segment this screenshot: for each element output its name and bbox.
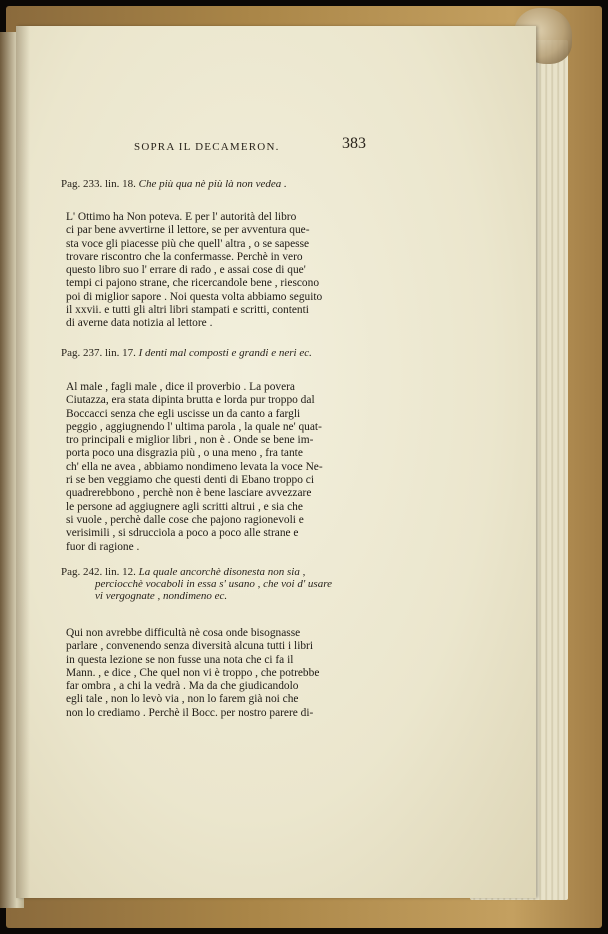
text-line: ci par bene avvertirne il lettore, se per avventura que- [66, 224, 310, 237]
text-line: peggio , aggiugnendo l' ultima parola , la quale ne' quat- [66, 420, 322, 433]
reference-quote: Che più qua nè più là non vedea . [138, 178, 287, 190]
text-line: Ciutazza, era stata dipinta brutta e lorda pur troppo dal [66, 394, 315, 407]
reference-location: Pag. 237. lin. 17. [61, 347, 136, 359]
text-line: trovare riscontro che la confermasse. Perchè in vero [66, 250, 303, 263]
reference-quote: perciocchè vocaboli in essa s' usano , che voi d' usare [95, 578, 332, 590]
text-line: Mann. , e dice , Che quel non vi è troppo , che potrebbe [66, 666, 320, 679]
text-line: far ombra , a chi la vedrà . Ma da che giudicandolo [66, 680, 299, 693]
text-line: Al male , fagli male , dice il proverbio . La povera [66, 381, 295, 393]
reference-quote: vi vergognate , nondimeno ec. [95, 590, 228, 602]
text-line: verisimili , si sdrucciola a poco a poco alle strane e [66, 527, 299, 540]
text-line: fuor di ragione . [66, 540, 140, 553]
text-line: Boccacci senza che egli uscisse un da canto a fargli [66, 407, 301, 420]
reference-location: Pag. 233. lin. 18. [61, 178, 136, 190]
page-number: 383 [342, 135, 366, 152]
text-line: si vuole , perchè dalle cose che pajono ragionevoli e [66, 513, 304, 526]
entry-reference [61, 347, 391, 359]
text-line: le persone ad aggiugnere agli scritti altrui , e sia che [66, 500, 303, 513]
text-line: tempi ci pajono strane, che ricercandole bene , riescono [66, 277, 320, 290]
gutter-shadow [16, 26, 30, 898]
text-line: tro principali e miglior libri , non è . Onde se bene im- [66, 434, 314, 447]
reference-quote: La quale ancorchè disonesta non sia , [138, 566, 306, 578]
text-line: egli tale , non lo levò via , non lo farem già noi che [66, 693, 299, 706]
text-line: poi di miglior sapore . Noi questa volta abbiamo seguito [66, 290, 323, 303]
text-line: non lo crediamo . Perchè il Bocc. per nostro parere di- [66, 706, 314, 719]
reference-location: Pag. 242. lin. 12. [61, 566, 136, 578]
text-line: porta poco una disgrazia più , o una meno , fra tante [66, 447, 303, 460]
text-line: sta voce gli piacesse più che quell' altra , o se sapesse [66, 237, 310, 250]
entry-reference [61, 566, 391, 602]
text-line: in questa lezione se non fusse una nota che ci fa il [66, 653, 294, 666]
text-line: questo libro suo l' errare di rado , e assai cose di que' [66, 264, 306, 277]
text-line: il xxvii. e tutti gli altri libri stampati e scritti, contenti [66, 304, 309, 317]
page-header [134, 135, 374, 155]
running-head: SOPRA IL DECAMERON. [134, 141, 280, 153]
text-line: ch' ella ne avea , abbiamo nondimeno levata la voce Ne- [66, 460, 323, 473]
entry-paragraph [66, 211, 390, 331]
text-line: L' Ottimo ha Non poteva. E per l' autorità del libro [66, 211, 297, 223]
text-line: Qui non avrebbe difficultà nè cosa onde bisognasse [66, 627, 301, 639]
entry-paragraph [66, 627, 390, 720]
text-line: quadrerebbono , perchè non è bene lasciare avvezzare [66, 487, 312, 500]
text-line: di averne data notizia al lettore . [66, 317, 213, 330]
reference-quote: I denti mal composti e grandi e neri ec. [138, 347, 312, 359]
text-line: parlare , convenendo senza diversità alcuna tutti i libri [66, 640, 314, 653]
entry-paragraph [66, 381, 390, 554]
text-line: ri se ben veggiamo che questi denti di Ebano troppo ci [66, 474, 314, 487]
entry-reference [61, 178, 391, 190]
